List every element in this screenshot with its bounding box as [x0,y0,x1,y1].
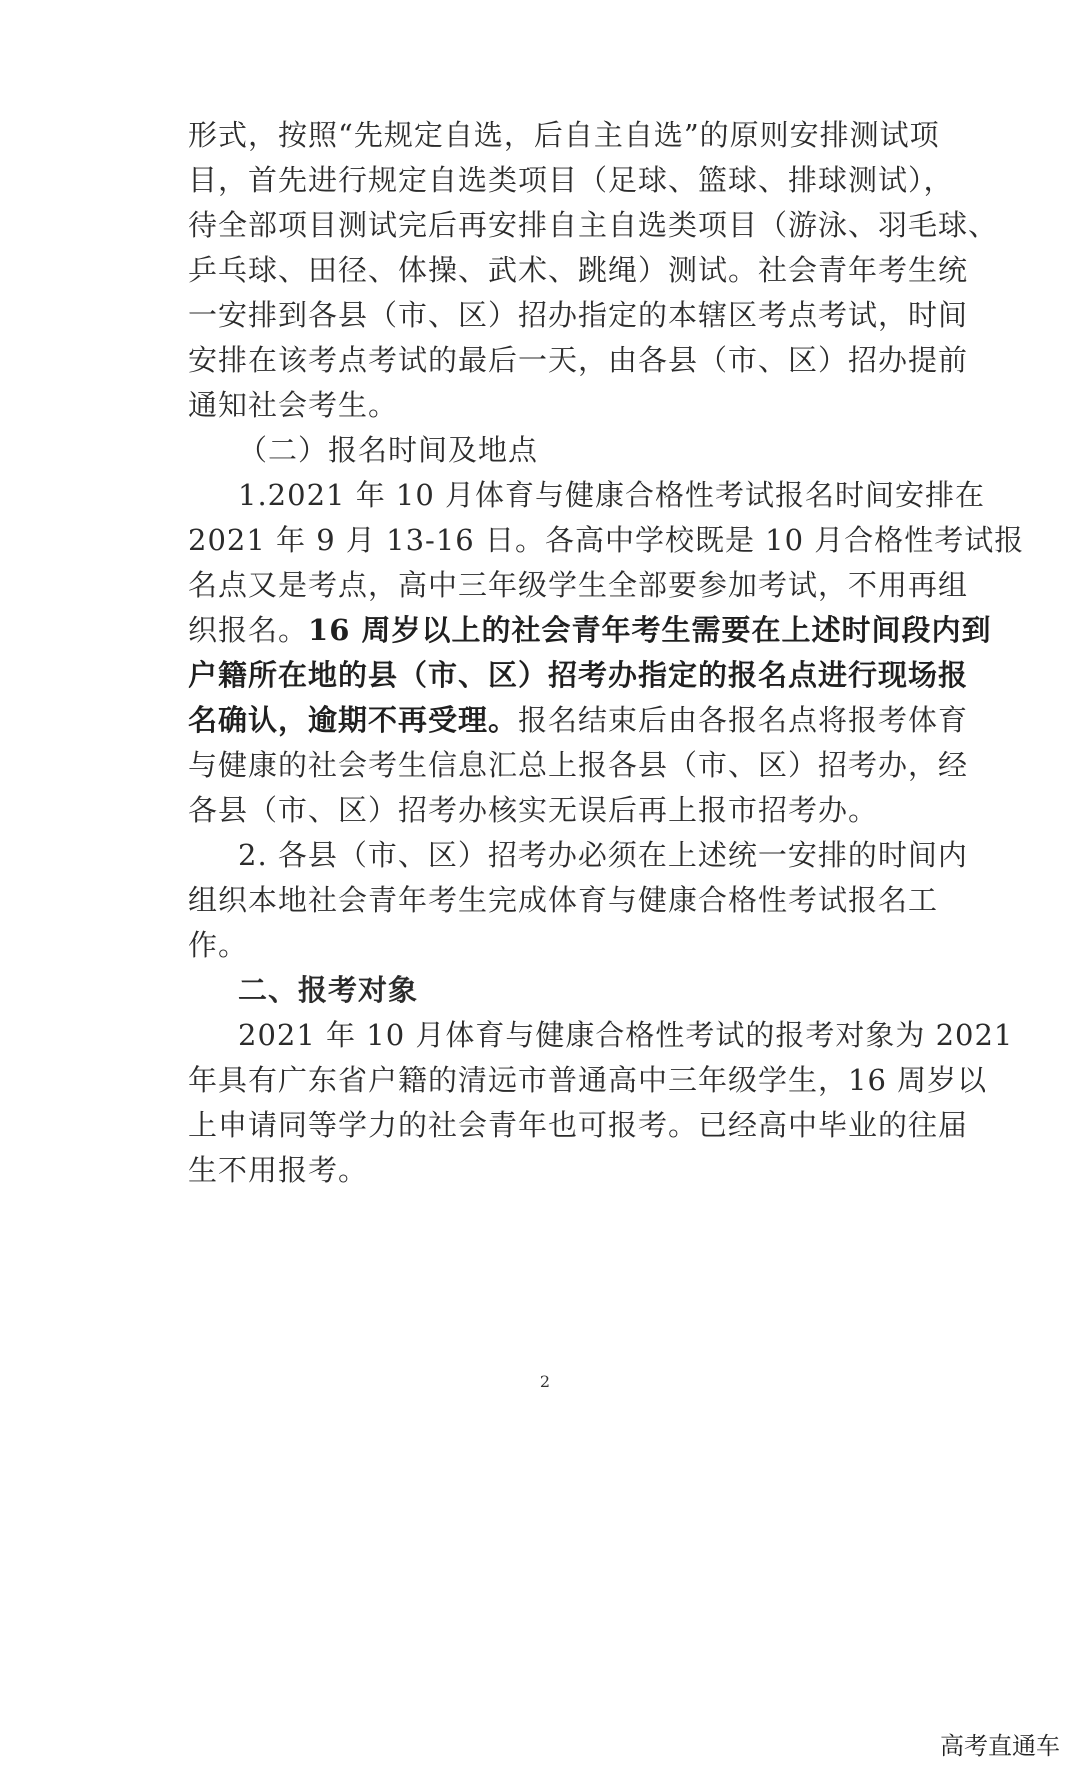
body-line: 作。 [188,928,249,962]
body-line: 待全部项目测试完后再安排自主自选类项目（游泳、羽毛球、 [188,208,999,242]
body-line: 2021 年 9 月 13-16 日。各高中学校既是 10 月合格性考试报 [188,523,1025,557]
emphasis-text-run: 16 周岁以上的社会青年考生需要在上述时间段内到 [308,613,992,647]
body-line: 上申请同等学力的社会青年也可报考。已经高中毕业的往届 [188,1108,969,1142]
body-line: 一安排到各县（市、区）招办指定的本辖区考点考试，时间 [188,298,969,332]
body-line: 2. 各县（市、区）招考办必须在上述统一安排的时间内 [238,838,968,872]
body-line: 与健康的社会考生信息汇总上报各县（市、区）招考办，经 [188,748,969,782]
body-line: 名点又是考点，高中三年级学生全部要参加考试，不用再组 [188,568,969,602]
body-line: 组织本地社会青年考生完成体育与健康合格性考试报名工 [188,883,939,917]
body-line: 各县（市、区）招考办核实无误后再上报市招考办。 [188,793,879,827]
body-line-mixed [188,606,992,654]
section-heading: 二、报考对象 [238,973,419,1007]
body-line: 目，首先进行规定自选类项目（足球、篮球、排球测试）， [188,163,954,197]
body-text-run: 报名结束后由各报名点将报考体育 [518,703,969,737]
body-line: 乒乓球、田径、体操、武术、跳绳）测试。社会青年考生统 [188,253,969,287]
emphasis-text-run: 名确认，逾期不再受理。 [188,703,519,737]
page-number: 2 [539,1372,551,1391]
body-line: 1.2021 年 10 月体育与健康合格性考试报名时间安排在 [238,478,986,512]
body-text-run: 织报名。 [188,613,309,647]
body-line: 生不用报考。 [188,1153,369,1187]
body-line: 2021 年 10 月体育与健康合格性考试的报考对象为 2021 [238,1018,1014,1052]
body-line: 通知社会考生。 [188,388,399,422]
body-line: 形式，按照“先规定自选，后自主自选”的原则安排测试项 [188,118,940,152]
body-line: 年具有广东省户籍的清远市普通高中三年级学生，16 周岁以 [188,1063,988,1097]
watermark-label: 高考直通车 [884,1722,1066,1765]
body-line-mixed [188,696,969,744]
emphasis-line: 户籍所在地的县（市、区）招考办指定的报名点进行现场报 [188,658,969,692]
body-line: 安排在该考点考试的最后一天，由各县（市、区）招办提前 [188,343,969,377]
section-subheading: （二）报名时间及地点 [238,433,539,467]
